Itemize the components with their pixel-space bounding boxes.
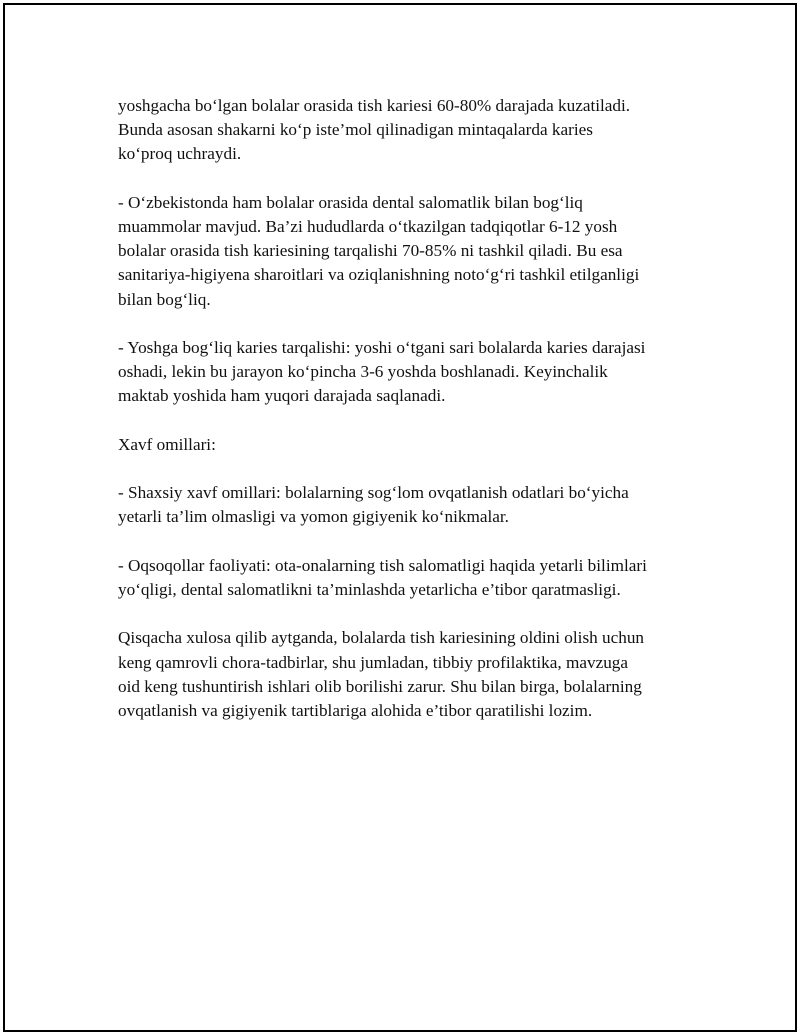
text-line: - Oqsoqollar faoliyati: ota-onalarning tish salomatligi haqida yetarli bilimlari [118,555,647,575]
text-line: - Yoshga bog‘liq karies tarqalishi: yoshi o‘tgani sari bolalarda karies darajasi [118,338,646,357]
text-line: Qisqacha xulosa qilib aytganda, bolalarda tish kariesining oldini olish uchun [118,628,645,648]
text-line: ovqatlanish va gigiyenik tartiblariga alohida e’tibor qaratilishi lozim. [118,700,593,720]
text-line: ko‘proq uchraydi. [118,144,242,164]
document-body [118,94,688,747]
text-line: muammolar mavjud. Ba’zi hududlarda o‘tkazilgan tadqiqotlar 6-12 yosh [118,217,618,236]
paragraph-parents-role [118,554,688,602]
text-line: - O‘zbekistonda ham bolalar orasida dental salomatlik bilan bog‘liq [118,192,583,212]
paragraph-caries-prevalence [118,94,688,167]
paragraph-uzbekistan [118,191,688,312]
text-line: yo‘qligi, dental salomatlikni ta’minlashda yetarlicha e’tibor qaratmasligi. [118,579,621,599]
section-heading-risk-factors [118,433,688,457]
text-line: oid keng tushuntirish ishlari olib borilishi zarur. Shu bilan birga, bolalarning [118,676,642,696]
text-line: maktab yoshida ham yuqori darajada saqlanadi. [118,386,446,406]
text-line: oshadi, lekin bu jarayon ko‘pincha 3-6 yoshda boshlanadi. Keyinchalik [118,362,608,382]
text-line: Bunda asosan shakarni ko‘p iste’mol qilinadigan mintaqalarda karies [118,120,593,140]
paragraph-age-distribution [118,336,688,409]
text-line: yoshgacha bo‘lgan bolalar orasida tish kariesi 60-80% darajada kuzatiladi. [118,96,631,115]
text-line: - Shaxsiy xavf omillari: bolalarning sog‘lom ovqatlanish odatlari bo‘yicha [118,483,629,503]
text-line: keng qamrovli chora-tadbirlar, shu jumladan, tibbiy profilaktika, mavzuga [118,652,629,672]
text-line: yetarli ta’lim olmasligi va yomon gigiyenik ko‘nikmalar. [118,507,509,527]
text-line: Xavf omillari: [118,434,216,454]
paragraph-conclusion [118,626,688,723]
text-line: sanitariya-higiyena sharoitlari va oziqlanishning noto‘g‘ri tashkil etilganligi [118,265,640,285]
text-line: bolalar orasida tish kariesining tarqalishi 70-85% ni tashkil qiladi. Bu esa [118,241,623,261]
text-line: bilan bog‘liq. [118,289,211,309]
paragraph-personal-risk [118,481,688,529]
